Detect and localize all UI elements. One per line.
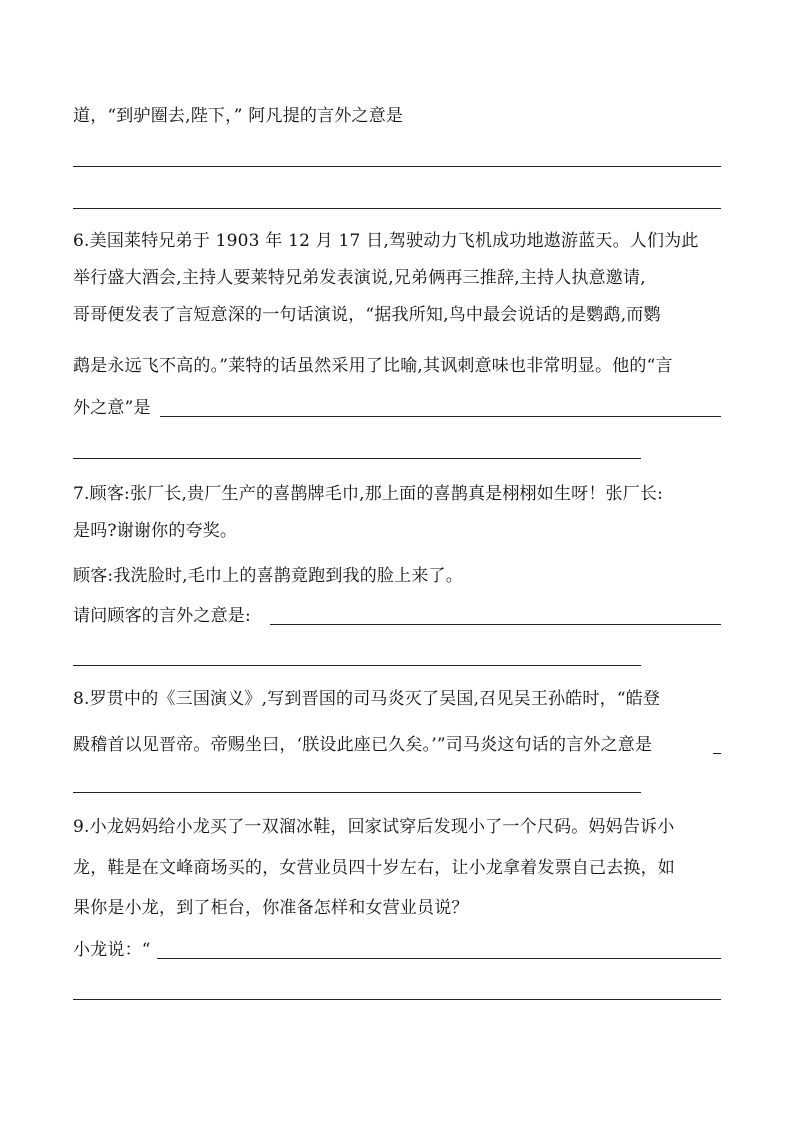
q7-answer-line-1[interactable] [270, 624, 721, 625]
q8-line-2: 殿稽首以见晋帝。帝赐坐曰，‘朕设此座已久矣。’”司马炎这句话的言外之意是 [73, 735, 653, 755]
q6-line-5: 外之意”是 [73, 398, 151, 418]
q9-line-4: 小龙说：“ [73, 940, 151, 960]
q7-line-3: 顾客:我洗脸时,毛巾上的喜鹊竟跑到我的脸上来了。 [73, 566, 463, 586]
q7-line-1: 7.顾客:张厂长,贵厂生产的喜鹊牌毛巾,那上面的喜鹊真是栩栩如生呀！张厂长: [73, 484, 664, 504]
q6-line-3: 哥哥便发表了言短意深的一句话演说，“据我所知,鸟中最会说话的是鹦鹉,而鹦 [73, 305, 661, 325]
q9-line-1: 9.小龙妈妈给小龙买了一双溜冰鞋，回家试穿后发现小了一个尺码。妈妈告诉小 [73, 817, 675, 837]
q7-line-4: 请问顾客的言外之意是: [73, 606, 251, 626]
q5-answer-line-1[interactable] [73, 166, 721, 167]
q7-answer-line-2[interactable] [73, 665, 641, 666]
q7-line-2: 是吗?谢谢你的夸奖。 [73, 521, 238, 541]
q8-answer-line-1[interactable] [713, 753, 721, 754]
q9-line-3: 果你是小龙，到了柜台，你准备怎样和女营业员说？ [73, 898, 469, 918]
q6-line-2: 举行盛大酒会,主持人要莱特兄弟发表演说,兄弟俩再三推辞,主持人执意邀请, [73, 268, 646, 288]
q6-line-1: 6.美国莱特兄弟于 1903 年 12 月 17 日,驾驶动力飞机成功地遨游蓝天。人们为此 [73, 231, 699, 251]
q9-answer-line-1[interactable] [157, 958, 721, 959]
q5-answer-line-2[interactable] [73, 208, 721, 209]
q5-line-1: 道，“到驴圈去,陛下，” 阿凡提的言外之意是 [73, 106, 404, 126]
q9-line-2: 龙，鞋是在文峰商场买的，女营业员四十岁左右，让小龙拿着发票自己去换，如 [73, 858, 675, 878]
q6-line-4: 鹉是永远飞不高的。”莱特的话虽然采用了比喻,其讽刺意味也非常明显。他的“言 [73, 356, 673, 376]
q6-answer-line-2[interactable] [73, 458, 641, 459]
q8-line-1: 8.罗贯中的《三国演义》,写到晋国的司马炎灭了吴国,召见吴王孙皓时，“皓登 [73, 689, 661, 709]
q6-answer-line-1[interactable] [160, 416, 721, 417]
q8-answer-line-2[interactable] [73, 792, 641, 793]
q9-answer-line-2[interactable] [73, 999, 721, 1000]
